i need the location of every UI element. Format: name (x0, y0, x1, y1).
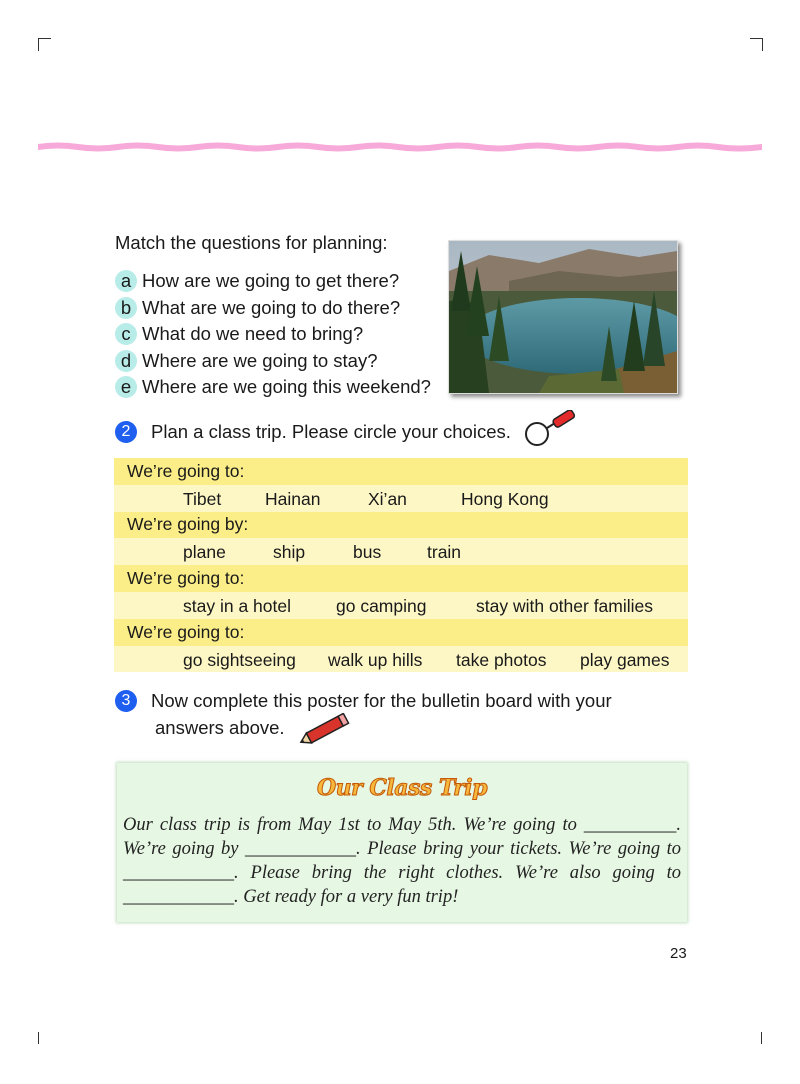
question-letter: a (115, 270, 137, 292)
class-trip-poster (117, 763, 687, 922)
step-2-instruction: Plan a class trip. Please circle your choices. (151, 421, 511, 442)
question-text: Where are we going this weekend? (142, 376, 431, 398)
step-number-badge: 3 (115, 690, 137, 712)
choice-option[interactable]: go sightseeing (183, 649, 296, 670)
question-letter: e (115, 376, 137, 398)
choice-head: We’re going to: (127, 621, 245, 642)
choice-option[interactable]: plane (183, 542, 226, 563)
step-2 (115, 421, 511, 443)
choice-option[interactable]: take photos (456, 649, 547, 670)
pink-divider (38, 140, 762, 154)
step-3-instruction (151, 690, 612, 739)
choice-option[interactable]: train (427, 542, 462, 563)
question-text: What are we going to do there? (142, 296, 401, 318)
choice-option[interactable]: bus (353, 542, 382, 563)
choice-options-row (114, 538, 688, 565)
pencil-icon (297, 713, 353, 747)
choice-option[interactable]: play games (580, 649, 670, 670)
magnifier-circle-icon (523, 410, 578, 450)
step-3 (115, 690, 612, 739)
choice-table (114, 458, 688, 672)
choice-head-row (114, 565, 688, 592)
question-item (115, 321, 431, 348)
choice-options-row (114, 646, 688, 673)
choice-options-row (114, 592, 688, 619)
crop-mark-bottom-right (761, 1032, 762, 1044)
choice-option[interactable]: walk up hills (328, 649, 423, 670)
question-item (115, 374, 431, 401)
lake-photo (448, 240, 678, 394)
crop-mark-bottom-left (38, 1032, 39, 1044)
choice-option[interactable]: Hainan (265, 488, 321, 509)
choice-option[interactable]: Hong Kong (461, 488, 549, 509)
choice-option[interactable]: stay in a hotel (183, 595, 291, 616)
question-letter: b (115, 297, 137, 319)
crop-mark-top-left (38, 38, 51, 51)
match-instruction: Match the questions for planning: (115, 232, 388, 253)
question-item (115, 295, 431, 322)
choice-option[interactable]: Tibet (183, 488, 222, 509)
choice-head: We’re going by: (127, 514, 249, 535)
poster-title: Our Class Trip (316, 775, 488, 801)
question-list (115, 268, 431, 401)
question-item (115, 268, 431, 295)
choice-head: We’re going to: (127, 460, 245, 481)
poster-text: Our class trip is from May 1st to May 5th. We’re going to __________. We’re going by ____________. Please bring your tickets. We’re going to ____________. Please bring the right clothes. We’re also going to ____________. Get ready for a very fun trip! (123, 815, 681, 907)
step-number-badge: 2 (115, 421, 137, 443)
question-text: What do we need to bring? (142, 323, 364, 345)
crop-mark-top-right (750, 38, 763, 51)
choice-head-row (114, 512, 688, 539)
choice-head-row (114, 458, 688, 485)
choice-option[interactable]: go camping (336, 595, 427, 616)
step-3-line-1: Now complete this poster for the bulletin board with your (151, 690, 612, 711)
choice-option[interactable]: ship (273, 542, 306, 563)
step-3-line-2: answers above. (155, 717, 285, 738)
page-number: 23 (670, 945, 687, 962)
question-letter: c (115, 323, 137, 345)
question-item (115, 348, 431, 375)
choice-option[interactable]: stay with other families (476, 595, 654, 616)
question-letter: d (115, 350, 137, 372)
choice-options-row (114, 485, 688, 512)
choice-head-row (114, 619, 688, 646)
question-text: How are we going to get there? (142, 270, 400, 292)
question-text: Where are we going to stay? (142, 349, 378, 371)
choice-head: We’re going to: (127, 568, 245, 589)
choice-option[interactable]: Xi’an (368, 488, 407, 509)
